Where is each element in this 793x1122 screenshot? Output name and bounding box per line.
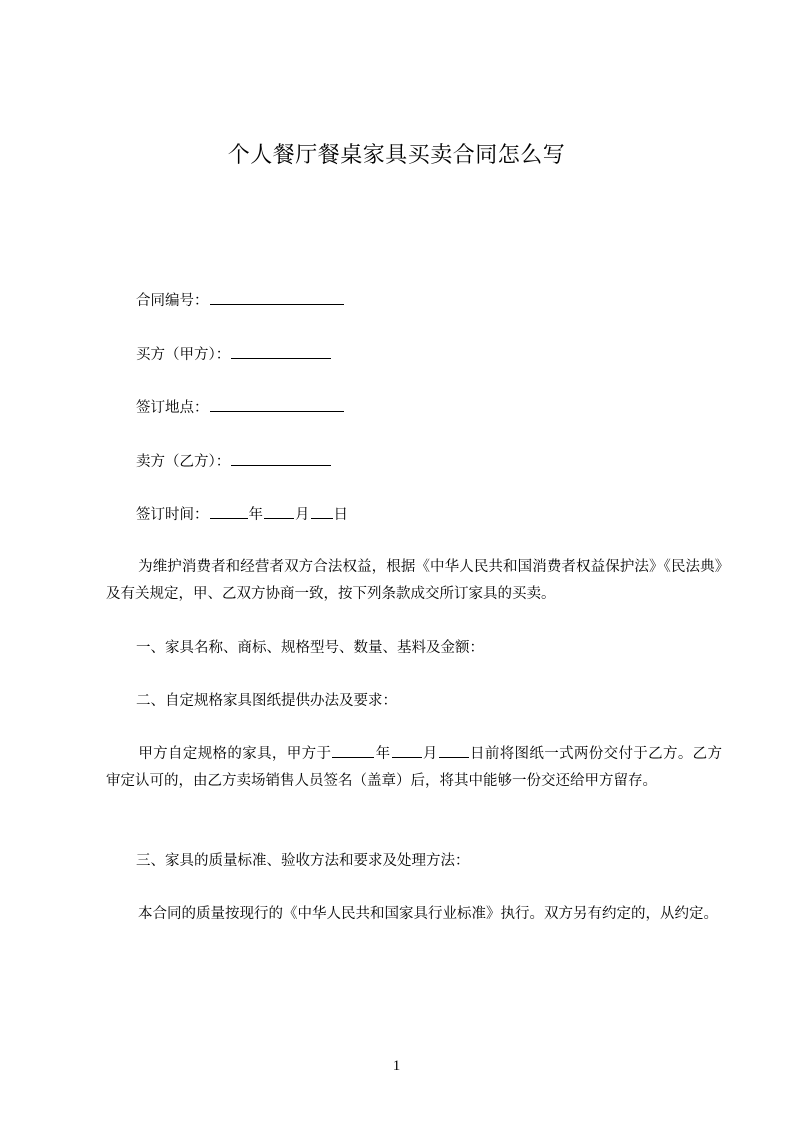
contract-number-blank[interactable] <box>210 290 344 305</box>
sign-year-blank[interactable] <box>210 504 248 519</box>
preamble-text: 为维护消费者和经营者双方合法权益，根据《中华人民共和国消费者权益保护法》《民法典》及有关规定，甲、乙双方协商一致，按下列条款成交所订家具的买卖。 <box>106 559 722 602</box>
drawing-month-label: 月 <box>422 746 438 762</box>
contract-number-line <box>136 290 345 311</box>
preamble-paragraph <box>106 554 722 607</box>
drawing-year-label: 年 <box>375 746 391 762</box>
sign-time-line <box>136 504 348 525</box>
section-2-text-start: 甲方自定规格的家具，甲方于 <box>138 746 332 762</box>
sign-day-label: 日 <box>333 507 348 523</box>
seller-line <box>136 451 332 472</box>
section-3-paragraph <box>106 901 722 928</box>
sign-day-blank[interactable] <box>311 504 333 519</box>
sign-place-blank[interactable] <box>210 397 344 412</box>
seller-blank[interactable] <box>231 451 331 466</box>
section-2-paragraph <box>106 741 722 794</box>
section-2-heading: 二、自定规格家具图纸提供办法及要求： <box>136 693 397 709</box>
sign-place-line <box>136 397 345 418</box>
drawing-day-blank[interactable] <box>439 743 469 758</box>
buyer-line <box>136 344 332 365</box>
section-2-text-end: 日前将图纸一式两份交付于乙方。乙方审定认可的，由乙方卖场销售人员签名（盖章）后，将其中能够一份交还给甲方留存。 <box>106 746 723 789</box>
seller-label: 卖方（乙方）： <box>136 454 231 470</box>
sign-place-label: 签订地点： <box>136 400 209 416</box>
section-3-heading: 三、家具的质量标准、验收方法和要求及处理方法： <box>136 853 470 869</box>
contract-number-label: 合同编号： <box>136 293 209 309</box>
sign-month-blank[interactable] <box>264 504 294 519</box>
section-3-text: 本合同的质量按现行的《中华人民共和国家具行业标准》执行。双方另有约定的，从约定。 <box>138 906 718 922</box>
drawing-month-blank[interactable] <box>392 743 422 758</box>
drawing-year-blank[interactable] <box>332 743 374 758</box>
page-number: 1 <box>392 1058 401 1074</box>
sign-month-label: 月 <box>295 507 310 523</box>
document-title: 个人餐厅餐桌家具买卖合同怎么写 <box>227 143 566 168</box>
section-1-heading: 一、家具名称、商标、规格型号、数量、基料及金额： <box>136 640 484 656</box>
buyer-label: 买方（甲方）： <box>136 347 231 363</box>
buyer-blank[interactable] <box>231 344 331 359</box>
sign-time-label: 签订时间： <box>136 507 209 523</box>
sign-year-label: 年 <box>248 507 263 523</box>
